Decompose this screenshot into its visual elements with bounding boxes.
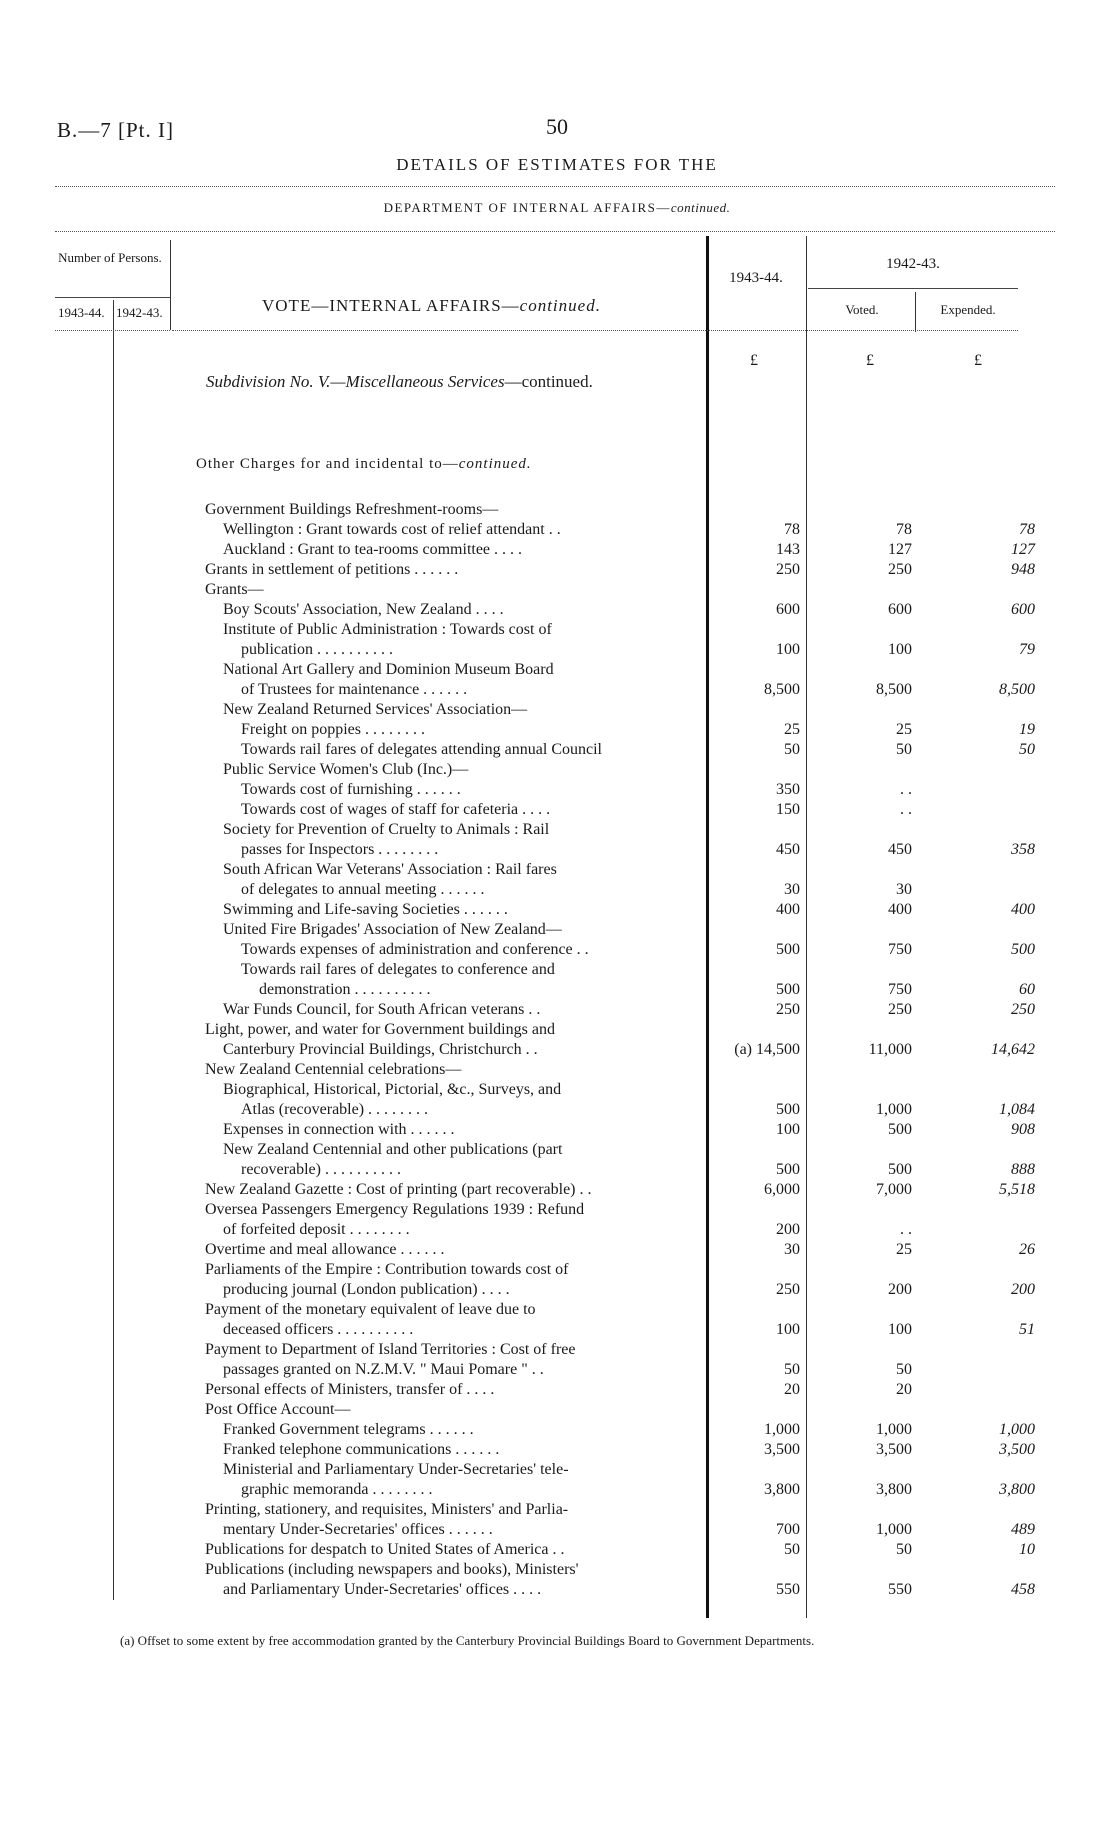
footnote: (a) Offset to some extent by free accommodation granted by the Canterbury Provincial Buildings Board to Government Departments.: [120, 1633, 815, 1648]
row-description: Publications (including newspapers and books), Ministers': [205, 1561, 579, 1578]
table-row: [205, 1140, 705, 1160]
row-description: South African War Veterans' Association : Rail fares: [223, 861, 557, 878]
persons-year-b: 1942-43.: [116, 305, 163, 320]
table-row: [205, 960, 705, 980]
table-row: [205, 1040, 1035, 1060]
row-description: mentary Under-Secretaries' offices . . . . . .: [223, 1521, 493, 1538]
value-1943-44: 500: [776, 981, 800, 998]
table-row: [205, 920, 705, 940]
value-voted-1942-43: 50: [896, 1541, 912, 1558]
value-voted-1942-43: 78: [896, 521, 912, 538]
dept-rule: [55, 231, 1055, 232]
value-voted-1942-43: 25: [896, 721, 912, 738]
value-expended-1942-43: 14,642: [991, 1041, 1035, 1058]
row-description: of forfeited deposit . . . . . . . .: [223, 1221, 410, 1238]
row-description: New Zealand Centennial celebrations—: [205, 1061, 462, 1078]
col-header-expended: Expended.: [940, 302, 996, 317]
table-row: [205, 500, 705, 520]
value-expended-1942-43: 888: [1011, 1161, 1035, 1178]
vote-title-suffix: continued.: [519, 296, 601, 315]
table-row: [205, 1400, 705, 1420]
row-description: Franked telephone communications . . . . . .: [223, 1441, 500, 1458]
table-row: [205, 1020, 705, 1040]
department-heading: [0, 200, 1114, 216]
persons-year-a: 1943-44.: [58, 305, 105, 320]
table-row: [205, 780, 912, 800]
column-divider-expended: [915, 292, 916, 332]
value-expended-1942-43: 200: [1011, 1281, 1035, 1298]
number-of-persons-header: Number of Persons.: [58, 250, 162, 265]
value-voted-1942-43: 50: [896, 741, 912, 758]
table-row: [205, 1440, 1035, 1460]
table-row: [205, 1220, 912, 1240]
value-1943-44: 500: [776, 941, 800, 958]
table-row: [205, 540, 1035, 560]
table-row: [205, 620, 705, 640]
estimates-table: [205, 500, 1035, 1600]
year-rule: [808, 288, 1018, 289]
value-expended-1942-43: 127: [1011, 541, 1035, 558]
value-expended-1942-43: 489: [1011, 1521, 1035, 1538]
other-charges-heading: [196, 456, 532, 473]
value-voted-1942-43: 1,000: [876, 1521, 912, 1538]
row-description: of Trustees for maintenance . . . . . .: [241, 681, 468, 698]
table-row: [205, 860, 705, 880]
table-row: [205, 880, 912, 900]
value-1943-44: 100: [776, 1321, 800, 1338]
value-1943-44: 50: [784, 1361, 800, 1378]
table-row: [205, 1300, 705, 1320]
table-row: [205, 640, 1035, 660]
value-voted-1942-43: 100: [888, 641, 912, 658]
vote-title: [262, 296, 601, 316]
document-reference: B.—7 [Pt. I]: [57, 118, 174, 142]
value-expended-1942-43: 358: [1011, 841, 1035, 858]
currency-1943-44: £: [750, 352, 758, 369]
value-1943-44: 20: [784, 1381, 800, 1398]
row-description: Public Service Women's Club (Inc.)—: [223, 761, 469, 778]
row-description: Canterbury Provincial Buildings, Christchurch . .: [223, 1041, 538, 1058]
value-expended-1942-43: 3,800: [999, 1481, 1035, 1498]
value-1943-44: 500: [776, 1101, 800, 1118]
row-description: Grants—: [205, 581, 264, 598]
value-voted-1942-43: 500: [888, 1121, 912, 1138]
row-description: Oversea Passengers Emergency Regulations 1939 : Refund: [205, 1201, 585, 1218]
value-1943-44: 400: [776, 901, 800, 918]
currency-voted: £: [866, 352, 874, 369]
value-1943-44: 100: [776, 641, 800, 658]
row-description: demonstration . . . . . . . . . .: [259, 981, 431, 998]
value-expended-1942-43: 10: [1019, 1541, 1035, 1558]
row-description: Institute of Public Administration : Towards cost of: [223, 621, 552, 638]
value-1943-44: 350: [776, 781, 800, 798]
persons-bottom-rule: [55, 330, 170, 331]
table-row: [205, 840, 1035, 860]
row-description: Towards cost of wages of staff for cafeteria . . . .: [241, 801, 551, 818]
row-description: Personal effects of Ministers, transfer of . . . .: [205, 1381, 495, 1398]
table-row: [205, 580, 705, 600]
row-description: Wellington : Grant towards cost of relief attendant . .: [223, 521, 561, 538]
value-1943-44: 143: [776, 541, 800, 558]
table-row: [205, 1180, 1035, 1200]
row-description: Towards cost of furnishing . . . . . .: [241, 781, 461, 798]
value-voted-1942-43: 400: [888, 901, 912, 918]
value-expended-1942-43: 948: [1011, 561, 1035, 578]
table-row: [205, 800, 912, 820]
value-voted-1942-43: 50: [896, 1361, 912, 1378]
table-row: [205, 560, 1035, 580]
table-row: [205, 1120, 1035, 1140]
value-expended-1942-43: 1,084: [999, 1101, 1035, 1118]
table-row: [205, 1200, 705, 1220]
value-1943-44: 25: [784, 721, 800, 738]
subdivision-suffix: —continued.: [504, 372, 593, 391]
table-row: [205, 1100, 1035, 1120]
row-description: Parliaments of the Empire : Contribution towards cost of: [205, 1261, 569, 1278]
value-voted-1942-43: 1,000: [876, 1101, 912, 1118]
value-expended-1942-43: 600: [1011, 601, 1035, 618]
table-row: [205, 820, 705, 840]
value-voted-1942-43: 750: [888, 981, 912, 998]
table-row: [205, 1380, 912, 1400]
value-expended-1942-43: 8,500: [999, 681, 1035, 698]
table-row: [205, 1420, 1035, 1440]
table-row: [205, 1260, 705, 1280]
row-description: Payment of the monetary equivalent of leave due to: [205, 1301, 536, 1318]
row-description: Swimming and Life-saving Societies . . . . . .: [223, 901, 508, 918]
value-voted-1942-43: 100: [888, 1321, 912, 1338]
table-row: [205, 1080, 705, 1100]
row-description: graphic memoranda . . . . . . . .: [241, 1481, 433, 1498]
table-row: [205, 1340, 705, 1360]
value-1943-44: 78: [784, 521, 800, 538]
table-row: [205, 660, 705, 680]
table-row: [205, 1480, 1035, 1500]
value-voted-1942-43: 250: [888, 561, 912, 578]
value-expended-1942-43: 250: [1011, 1001, 1035, 1018]
value-voted-1942-43: 200: [888, 1281, 912, 1298]
table-row: [205, 1320, 1035, 1340]
table-row: [205, 600, 1035, 620]
value-voted-1942-43: 1,000: [876, 1421, 912, 1438]
value-expended-1942-43: 908: [1011, 1121, 1035, 1138]
table-row: [205, 720, 1035, 740]
table-row: [205, 980, 1035, 1000]
table-row: [205, 740, 1035, 760]
row-description: passages granted on N.Z.M.V. " Maui Pomare " . .: [223, 1361, 544, 1378]
table-row: [205, 1560, 705, 1580]
row-description: producing journal (London publication) . . . .: [223, 1281, 510, 1298]
value-expended-1942-43: 51: [1019, 1321, 1035, 1338]
row-description: Payment to Department of Island Territories : Cost of free: [205, 1341, 576, 1358]
col-header-1942-43: 1942-43.: [886, 256, 940, 272]
table-row: [205, 680, 1035, 700]
row-description: Government Buildings Refreshment-rooms—: [205, 501, 499, 518]
value-1943-44: 250: [776, 1001, 800, 1018]
table-row: [205, 1360, 912, 1380]
value-expended-1942-43: 79: [1019, 641, 1035, 658]
row-description: and Parliamentary Under-Secretaries' offices . . . .: [223, 1581, 542, 1598]
row-description: Grants in settlement of petitions . . . . . .: [205, 561, 459, 578]
row-description: Printing, stationery, and requisites, Ministers' and Parlia-: [205, 1501, 569, 1518]
table-row: [205, 1540, 1035, 1560]
row-description: Auckland : Grant to tea-rooms committee . . . .: [223, 541, 523, 558]
header-bottom-rule: [172, 330, 1018, 331]
value-1943-44: 6,000: [764, 1181, 800, 1198]
column-divider-main: [706, 236, 709, 1618]
row-description: New Zealand Gazette : Cost of printing (part recoverable) . .: [205, 1181, 592, 1198]
other-charges-suffix: continued.: [458, 456, 532, 472]
row-description: Towards rail fares of delegates to conference and: [241, 961, 555, 978]
persons-divider: [113, 300, 114, 1600]
col-header-voted: Voted.: [845, 302, 879, 317]
value-voted-1942-43: 11,000: [868, 1041, 912, 1058]
value-voted-1942-43: 500: [888, 1161, 912, 1178]
table-row: [205, 1520, 1035, 1540]
department-name: DEPARTMENT OF INTERNAL AFFAIRS—: [383, 200, 671, 215]
row-description: Towards expenses of administration and conference . .: [241, 941, 589, 958]
value-voted-1942-43: 750: [888, 941, 912, 958]
value-1943-44: 8,500: [764, 681, 800, 698]
table-row: [205, 1460, 705, 1480]
value-expended-1942-43: 1,000: [999, 1421, 1035, 1438]
value-expended-1942-43: 50: [1019, 741, 1035, 758]
value-voted-1942-43: 30: [896, 881, 912, 898]
value-1943-44: 500: [776, 1161, 800, 1178]
row-description: War Funds Council, for South African veterans . .: [223, 1001, 541, 1018]
row-description: National Art Gallery and Dominion Museum Board: [223, 661, 554, 678]
row-description: New Zealand Returned Services' Association—: [223, 701, 528, 718]
value-voted-1942-43: 3,800: [876, 1481, 912, 1498]
value-1943-44: 3,800: [764, 1481, 800, 1498]
subdivision-title: Subdivision No. V.—Miscellaneous Services: [206, 372, 505, 391]
row-description: Towards rail fares of delegates attending annual Council: [241, 741, 602, 758]
table-row: [205, 1580, 1035, 1600]
value-expended-1942-43: 400: [1011, 901, 1035, 918]
value-expended-1942-43: 19: [1019, 721, 1035, 738]
row-description: of delegates to annual meeting . . . . . .: [241, 881, 485, 898]
value-expended-1942-43: 60: [1019, 981, 1035, 998]
value-voted-1942-43: 20: [896, 1381, 912, 1398]
table-row: [205, 760, 705, 780]
row-description: Boy Scouts' Association, New Zealand . . . .: [223, 601, 504, 618]
row-description: Expenses in connection with . . . . . .: [223, 1121, 455, 1138]
other-charges-title: Other Charges for and incidental to—: [196, 456, 459, 472]
subdivision-heading: [206, 372, 593, 392]
value-1943-44: 700: [776, 1521, 800, 1538]
table-row: [205, 1000, 1035, 1020]
row-description: New Zealand Centennial and other publications (part: [223, 1141, 563, 1158]
value-voted-1942-43: . .: [900, 781, 912, 798]
row-description: Post Office Account—: [205, 1401, 351, 1418]
value-expended-1942-43: 26: [1019, 1241, 1035, 1258]
table-row: [205, 1500, 705, 1520]
currency-expended: £: [974, 352, 982, 369]
page-number: 50: [546, 114, 568, 139]
value-expended-1942-43: 458: [1011, 1581, 1035, 1598]
value-1943-44: (a) 14,500: [734, 1041, 800, 1058]
value-expended-1942-43: 78: [1019, 521, 1035, 538]
value-voted-1942-43: . .: [900, 801, 912, 818]
table-row: [205, 940, 1035, 960]
row-description: Society for Prevention of Cruelty to Animals : Rail: [223, 821, 550, 838]
value-1943-44: 100: [776, 1121, 800, 1138]
value-voted-1942-43: 25: [896, 1241, 912, 1258]
value-1943-44: 200: [776, 1221, 800, 1238]
value-voted-1942-43: 127: [888, 541, 912, 558]
persons-right-border: [170, 240, 171, 330]
persons-rule: [55, 297, 170, 298]
vote-title-main: VOTE—INTERNAL AFFAIRS—: [262, 296, 520, 315]
row-description: Atlas (recoverable) . . . . . . . .: [241, 1101, 429, 1118]
value-1943-44: 3,500: [764, 1441, 800, 1458]
title-rule: [55, 186, 1055, 187]
row-description: United Fire Brigades' Association of New Zealand—: [223, 921, 562, 938]
value-voted-1942-43: 250: [888, 1001, 912, 1018]
value-1943-44: 250: [776, 1281, 800, 1298]
value-voted-1942-43: . .: [900, 1221, 912, 1238]
value-voted-1942-43: 600: [888, 601, 912, 618]
value-voted-1942-43: 8,500: [876, 681, 912, 698]
table-row: [205, 700, 705, 720]
table-row: [205, 1160, 1035, 1180]
table-row: [205, 520, 1035, 540]
row-description: Publications for despatch to United States of America . .: [205, 1541, 565, 1558]
value-expended-1942-43: 500: [1011, 941, 1035, 958]
row-description: Ministerial and Parliamentary Under-Secretaries' tele-: [223, 1461, 569, 1478]
value-1943-44: 1,000: [764, 1421, 800, 1438]
value-1943-44: 550: [776, 1581, 800, 1598]
row-description: Franked Government telegrams . . . . . .: [223, 1421, 474, 1438]
col-header-1943-44: 1943-44.: [729, 270, 783, 286]
value-1943-44: 150: [776, 801, 800, 818]
value-1943-44: 250: [776, 561, 800, 578]
row-description: Light, power, and water for Government buildings and: [205, 1021, 555, 1038]
value-1943-44: 50: [784, 741, 800, 758]
column-divider-voted: [806, 236, 807, 1618]
value-1943-44: 450: [776, 841, 800, 858]
table-row: [205, 1060, 705, 1080]
table-row: [205, 1280, 1035, 1300]
table-row: [205, 900, 1035, 920]
value-voted-1942-43: 550: [888, 1581, 912, 1598]
value-expended-1942-43: 5,518: [999, 1181, 1035, 1198]
value-1943-44: 30: [784, 1241, 800, 1258]
value-1943-44: 50: [784, 1541, 800, 1558]
row-description: Freight on poppies . . . . . . . .: [241, 721, 425, 738]
row-description: publication . . . . . . . . . .: [241, 641, 393, 658]
value-expended-1942-43: 3,500: [999, 1441, 1035, 1458]
row-description: recoverable) . . . . . . . . . .: [241, 1161, 401, 1178]
value-voted-1942-43: 7,000: [876, 1181, 912, 1198]
value-voted-1942-43: 3,500: [876, 1441, 912, 1458]
value-1943-44: 600: [776, 601, 800, 618]
row-description: passes for Inspectors . . . . . . . .: [241, 841, 439, 858]
value-1943-44: 30: [784, 881, 800, 898]
row-description: Biographical, Historical, Pictorial, &c., Surveys, and: [223, 1081, 562, 1098]
department-suffix: continued.: [670, 200, 731, 215]
row-description: Overtime and meal allowance . . . . . .: [205, 1241, 445, 1258]
document-title: DETAILS OF ESTIMATES FOR THE: [396, 155, 718, 174]
value-voted-1942-43: 450: [888, 841, 912, 858]
row-description: deceased officers . . . . . . . . . .: [223, 1321, 414, 1338]
table-row: [205, 1240, 1035, 1260]
